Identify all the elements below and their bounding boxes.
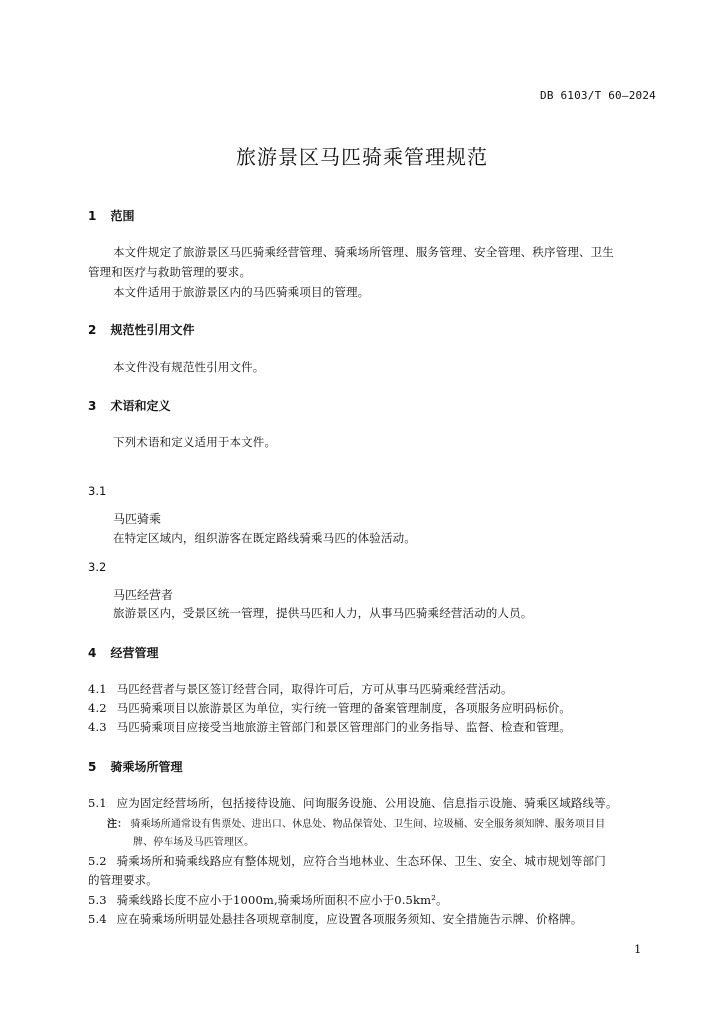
section-title: 术语和定义 — [110, 399, 171, 413]
section-number: 4 — [88, 646, 97, 660]
clause-text: 骑乘线路长度不应小于1000m,骑乘场所面积不应小于0.5km²。 — [116, 893, 448, 907]
clause-number: 5.1 — [88, 796, 107, 810]
clause-text: 应为固定经营场所，包括接待设施、问询服务设施、公用设施、信息指示设施、骑乘区域路线等。 — [116, 796, 618, 810]
section-number: 2 — [88, 323, 97, 337]
clause-item — [88, 700, 571, 716]
clause-text: 骑乘场所和骑乘线路应有整体规划，应符合当地林业、生态环保、卫生、安全、城市规划等部门 — [116, 854, 606, 868]
paragraph: 下列术语和定义适用于本文件。 — [113, 435, 277, 449]
page-number: 1 — [634, 942, 642, 956]
clause-number: 5.4 — [88, 912, 107, 926]
note-line — [107, 815, 605, 830]
paragraph: 本文件规定了旅游景区马匹骑乘经营管理、骑乘场所管理、服务管理、安全管理、秩序管理、卫生 — [113, 245, 614, 259]
clause-number: 4.1 — [88, 682, 107, 696]
note-line: 牌、停车场及马匹管理区。 — [133, 837, 255, 848]
clause-item — [88, 892, 448, 908]
section-4-heading — [88, 644, 159, 661]
term-definition: 旅游景区内，受景区统一管理，提供马匹和人力，从事马匹骑乘经营活动的人员。 — [113, 606, 533, 620]
clause-continuation: 的管理要求。 — [88, 873, 158, 887]
paragraph: 本文件没有规范性引用文件。 — [113, 360, 265, 374]
clause-item — [88, 681, 513, 697]
term-definition: 在特定区域内，组织游客在既定路线骑乘马匹的体验活动。 — [113, 531, 416, 545]
clause-number: 4.3 — [88, 720, 107, 734]
clause-text: 应在骑乘场所明显处悬挂各项规章制度，应设置各项服务须知、安全措施告示牌、价格牌。 — [116, 912, 583, 926]
term-name: 马匹骑乘 — [113, 512, 162, 526]
section-1-heading — [88, 207, 135, 224]
section-5-heading — [88, 758, 183, 775]
section-number: 5 — [88, 760, 97, 774]
page-title: 旅游景区马匹骑乘管理规范 — [236, 145, 488, 169]
clause-item — [88, 795, 618, 811]
section-title: 规范性引用文件 — [110, 323, 195, 337]
term-number: 3.2 — [88, 560, 107, 574]
clause-number: 4.2 — [88, 701, 107, 715]
clause-text: 马匹经营者与景区签订经营合同，取得许可后，方可从事马匹骑乘经营活动。 — [116, 682, 513, 696]
section-title: 经营管理 — [110, 646, 159, 660]
section-title: 骑乘场所管理 — [110, 760, 183, 774]
clause-item — [88, 853, 606, 869]
document-code: DB 6103/T 60—2024 — [540, 89, 656, 102]
clause-item — [88, 911, 583, 927]
term-number: 3.1 — [88, 484, 107, 498]
note-text: 骑乘场所通常设有售票处、进出口、休息处、物品保管处、卫生间、垃圾桶、安全服务须知牌、服务项目目 — [130, 819, 606, 830]
section-number: 3 — [88, 399, 97, 413]
clause-item — [88, 719, 571, 735]
clause-text: 马匹骑乘项目应接受当地旅游主管部门和景区管理部门的业务指导、监督、检查和管理。 — [116, 720, 571, 734]
section-3-heading — [88, 397, 171, 414]
section-number: 1 — [88, 209, 97, 223]
section-2-heading — [88, 321, 195, 338]
clause-text: 马匹骑乘项目以旅游景区为单位，实行统一管理的备案管理制度，各项服务应明码标价。 — [116, 701, 571, 715]
section-title: 范围 — [110, 209, 135, 223]
paragraph: 本文件适用于旅游景区内的马匹骑乘项目的管理。 — [113, 285, 370, 299]
clause-number: 5.2 — [88, 854, 107, 868]
note-label: 注： — [107, 819, 128, 830]
clause-number: 5.3 — [88, 893, 107, 907]
term-name: 马匹经营者 — [113, 588, 174, 602]
paragraph: 管理和医疗与救助管理的要求。 — [88, 265, 252, 279]
